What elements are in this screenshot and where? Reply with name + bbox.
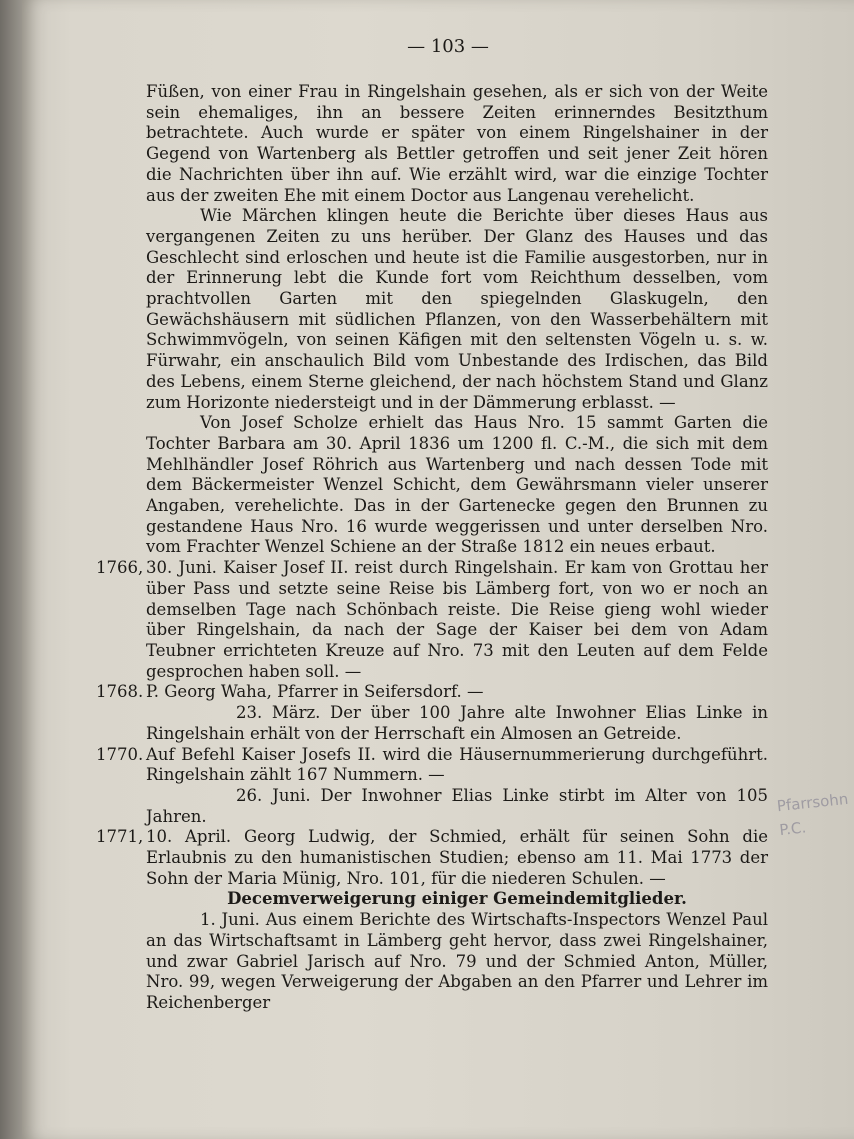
page-number: — 103 — (407, 36, 489, 57)
book-spine (0, 0, 22, 1139)
entry-text: 23. März. Der über 100 Jahre alte Inwohner Elias Linke in Ringelshain erhält von der Herrschaft ein Almosen an Getreide. (146, 703, 768, 743)
entry-year: 1768. (96, 682, 144, 702)
chronicle-entry-1768 (96, 682, 768, 703)
entry-year: 1770. (96, 744, 144, 764)
entry-text: P. Georg Waha, Pfarrer in Seifersdorf. — (146, 682, 484, 702)
chronicle-entry-1771 (96, 827, 768, 889)
entry-text: 26. Juni. Der Inwohner Elias Linke stirbt im Alter von 105 Jahren. (146, 785, 768, 826)
entry-year: 1766, (96, 558, 144, 578)
entry-text: Auf Befehl Kaiser Josefs II. wird die Häusernummerierung durchgeführt. Ringelshain zählt 167 Nummern. — (146, 744, 768, 785)
paragraph-1: Füßen, von einer Frau in Ringelshain gesehen, als er sich von der Weite sein ehemaliges, ihn an bessere Zeiten erinnerndes Besitzthum betrachtete. Auch wurde er später von einem Ringelshainer in der Gegend von Wartenberg als Bettler getroffen und seit jener Zeit hören die Nachrichten über ihn auf. Wie erzählt wird, war die einzige Tochter aus der zweiten Ehe mit einem Doctor aus Langenau verehelicht. (146, 82, 768, 205)
book-page (22, 0, 854, 1139)
chronicle-entry-1768-maerz (146, 703, 768, 744)
entry-text: 10. April. Georg Ludwig, der Schmied, erhält für seinen Sohn die Erlaubnis zu den humanistischen Studien; ebenso am 11. Mai 1773 der Sohn der Maria Münig, Nro. 101, für die niederen Schulen. — (146, 827, 768, 888)
entry-text: 30. Juni. Kaiser Josef II. reist durch Ringelshain. Er kam von Grottau her über Pass und setzte seine Reise bis Lämberg fort, von wo er noch an demselben Tage nach Schönbach reiste. Die Reise gieng wohl wieder über Ringelshain, da nach der Sage der Kaiser bei dem von Adam Teubner errichteten Kreuze auf Nro. 73 mit den Leuten auf dem Felde gesprochen haben soll. — (146, 558, 768, 681)
entry-year: 1771, (96, 827, 144, 847)
section-heading: Decemverweigerung einiger Gemeindemitglieder. (227, 889, 687, 909)
page-text (96, 82, 768, 1014)
chronicle-entry-1766 (96, 558, 768, 682)
chronicle-entry-1770-juni (146, 786, 768, 827)
chronicle-entry-1770 (96, 744, 768, 786)
handwritten-margin-note: Pfarrsohn P.C. (776, 789, 850, 840)
paragraph-3: Von Josef Scholze erhielt das Haus Nro. 15 sammt Garten die Tochter Barbara am 30. April 1836 um 1200 fl. C.-M., die sich mit dem Mehlhändler Josef Röhrich aus Wartenberg und nach dessen Tode mit dem Bäckermeister Wenzel Schicht, dem Gewährsmann vieler unserer Angaben, verehelichte. Das in der Gartenecke gegen den Brunnen zu gestandene Haus Nro. 16 wurde weggerissen und unter derselben Nro. vom Frachter Wenzel Schiene an der Straße 1812 ein neues erbaut. (146, 413, 768, 557)
paragraph-2: Wie Märchen klingen heute die Berichte über dieses Haus aus vergangenen Zeiten zu uns herüber. Der Glanz des Hauses und das Geschlecht sind erloschen und heute ist die Familie ausgestorben, nur in der Erinnerung lebt die Kunde fort vom Reichthum desselben, vom prachtvollen Garten mit den spiegelnden Glaskugeln, den Gewächshäusern mit südlichen Pflanzen, von den Wasserbehältern mit Schwimmvögeln, von seinen Käfigen mit den seltensten Vögeln u. s. w. Fürwahr, ein anschaulich Bild vom Unbestande des Irdischen, das Bild des Lebens, einem Sterne gleichend, der nach höchstem Stand und Glanz zum Horizonte niedersteigt und in der Dämmerung erblasst. — (146, 206, 768, 412)
final-paragraph: 1. Juni. Aus einem Berichte des Wirtschafts-Inspectors Wenzel Paul an das Wirtschaftsamt in Lämberg geht hervor, dass zwei Ringelshainer, und zwar Gabriel Jarisch auf Nro. 79 und der Schmied Anton, Müller, Nro. 99, wegen Verweigerung der Abgaben an den Pfarrer und Lehrer im Reichenberger (146, 910, 768, 1012)
